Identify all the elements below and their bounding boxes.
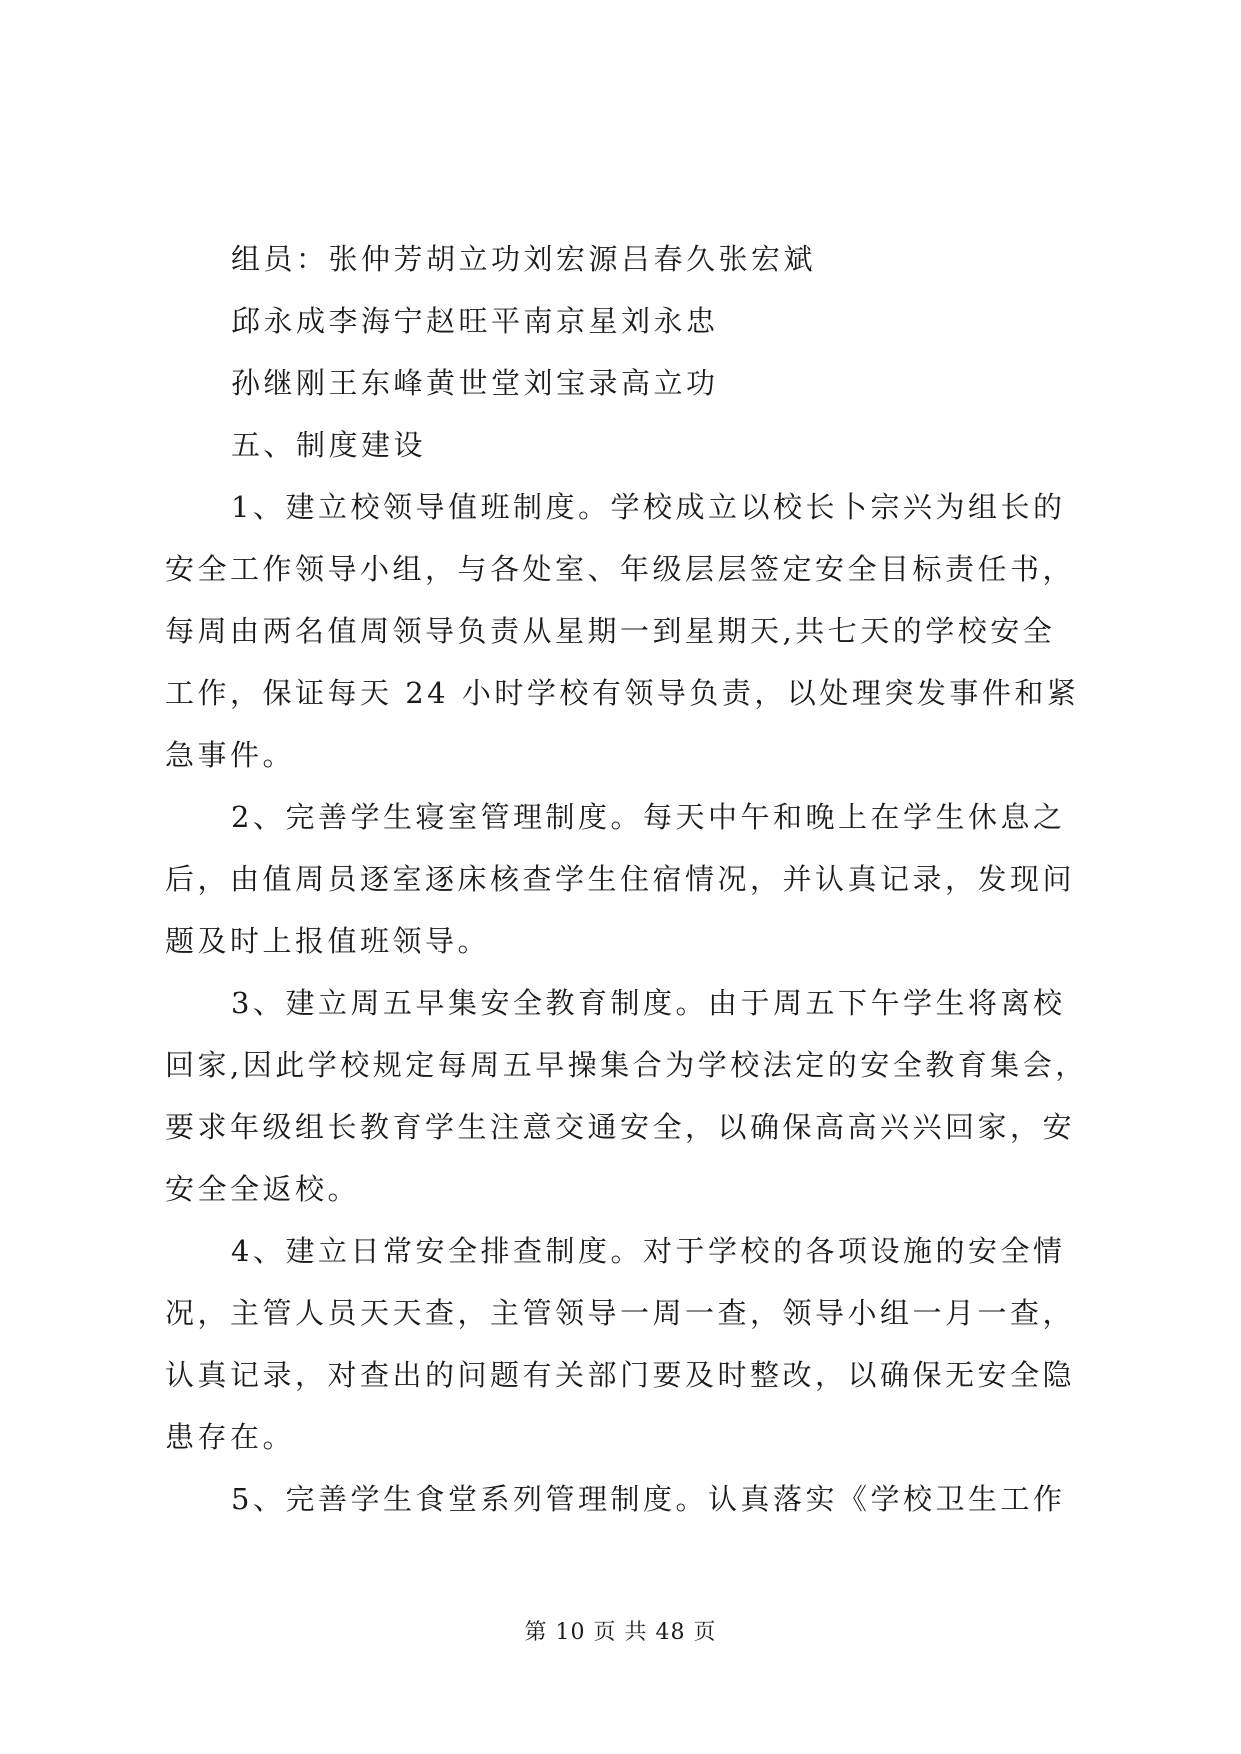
paragraph-line: 题及时上报值班领导。 — [165, 924, 491, 958]
paragraph-line: 安全工作领导小组，与各处室、年级层层签定安全目标责任书， — [165, 552, 1076, 586]
paragraph-line: 况，主管人员天天查，主管领导一周一查，领导小组一月一查， — [165, 1296, 1076, 1330]
paragraph-line: 认真记录，对查出的问题有关部门要及时整改，以确保无安全隐 — [165, 1358, 1076, 1392]
paragraph-line: 后，由值周员逐室逐床核查学生住宿情况，并认真记录，发现问 — [165, 862, 1076, 896]
paragraph-2 — [165, 786, 1085, 972]
paragraph-3 — [165, 972, 1088, 1220]
paragraph-line: 患存在。 — [165, 1420, 296, 1454]
paragraph-line: 要求年级组长教育学生注意交通安全，以确保高高兴兴回家，安 — [165, 1110, 1076, 1144]
paragraph-line: 2、完善学生寝室管理制度。每天中午和晚上在学生休息之 — [231, 800, 1066, 834]
section-heading: 五、制度建设 — [231, 428, 427, 462]
members-line-3: 孙继刚王东峰黄世堂刘宝录高立功 — [231, 366, 719, 400]
paragraph-line: 回家,因此学校规定每周五早操集合为学校法定的安全教育集会， — [165, 1048, 1088, 1082]
page-footer: 第 10 页 共 48 页 — [524, 1620, 717, 1645]
paragraph-line: 5、完善学生食堂系列管理制度。认真落实《学校卫生工作 — [231, 1482, 1066, 1516]
paragraph-1 — [165, 476, 1085, 786]
paragraph-line: 急事件。 — [165, 738, 296, 772]
paragraph-line: 工作，保证每天 24 小时学校有领导负责，以处理突发事件和紧 — [165, 676, 1080, 710]
paragraph-line: 安全全返校。 — [165, 1172, 361, 1206]
paragraph-line: 4、建立日常安全排查制度。对于学校的各项设施的安全情 — [231, 1234, 1066, 1268]
members-line-1: 组员：张仲芳胡立功刘宏源吕春久张宏斌 — [231, 242, 817, 276]
paragraph-line: 3、建立周五早集安全教育制度。由于周五下午学生将离校 — [231, 986, 1066, 1020]
document-body — [165, 228, 1088, 1530]
paragraph-4 — [165, 1220, 1085, 1468]
members-line-2: 邱永成李海宁赵旺平南京星刘永忠 — [231, 304, 719, 338]
paragraph-line: 每周由两名值周领导负责从星期一到星期天,共七天的学校安全 — [165, 614, 1056, 648]
paragraph-line: 1、建立校领导值班制度。学校成立以校长卜宗兴为组长的 — [231, 490, 1066, 524]
paragraph-5 — [165, 1468, 1085, 1530]
